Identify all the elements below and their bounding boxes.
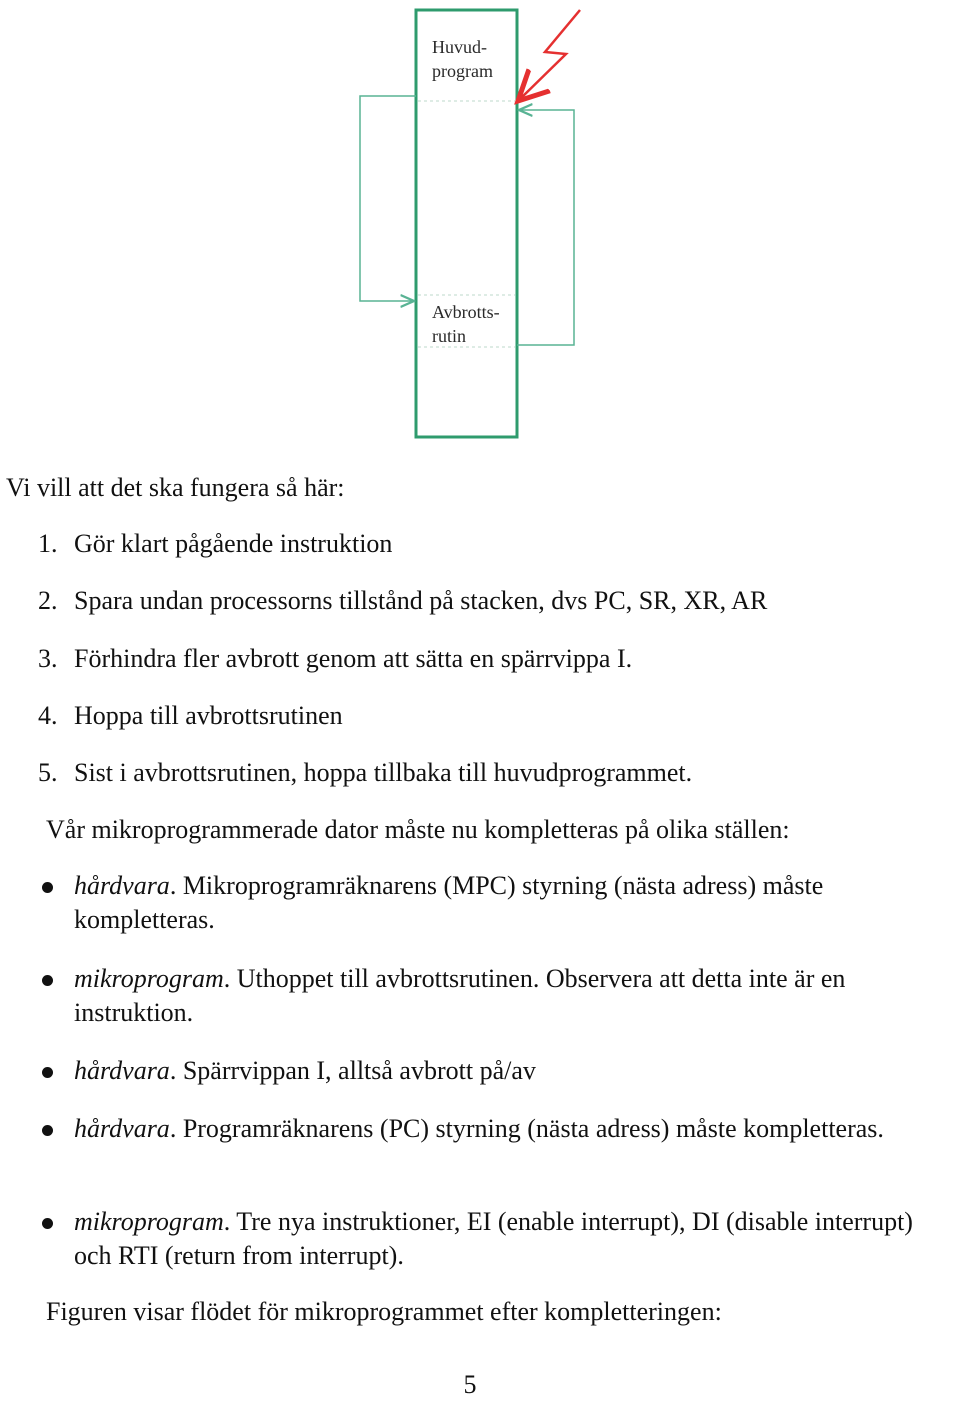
- page-number: 5: [463, 1370, 477, 1399]
- bullet-text: [74, 1112, 954, 1146]
- isr-label-1: Avbrotts-: [432, 302, 500, 322]
- interrupt-lightning-icon: [518, 10, 580, 101]
- bullet-body: . Spärrvippan I, alltså avbrott på/av: [169, 1056, 536, 1085]
- step-number: 3.: [38, 644, 58, 673]
- isr-label-2: rutin: [432, 326, 466, 346]
- bullet-item: [0, 1054, 960, 1090]
- bullet-item: [0, 869, 960, 939]
- bullet-text: [74, 962, 954, 1030]
- bullet-dot-icon: [42, 1218, 53, 1229]
- intro-text: Vi vill att det ska fungera så här:: [6, 473, 345, 502]
- bullet-term: hårdvara: [74, 1114, 170, 1143]
- bullet-dot-icon: [42, 1067, 53, 1078]
- closing-text: Figuren visar flödet för mikroprogrammet efter kompletteringen:: [46, 1297, 722, 1326]
- jump-to-isr-arrow: [360, 96, 416, 301]
- step-number: 5.: [38, 758, 58, 787]
- bullet-body: . Programräknarens (PC) styrning (nästa adress) måste kompletteras.: [169, 1114, 884, 1143]
- bullet-text: [74, 1054, 954, 1088]
- main-program-label-2: program: [432, 61, 493, 81]
- bullet-dot-icon: [42, 1125, 53, 1136]
- main-program-label-1: Huvud-: [432, 37, 487, 57]
- bullet-term: mikroprogram: [74, 1207, 224, 1236]
- return-to-main-arrow: [517, 110, 574, 345]
- bullet-body: . Tre nya instruktioner, EI (enable interrupt), DI (disable interrupt) och RTI (return from interrupt).: [74, 1207, 913, 1270]
- bullet-term: hårdvara: [74, 1056, 170, 1085]
- bullet-body: . Uthoppet till avbrottsrutinen. Observera att detta inte är en instruktion.: [74, 964, 846, 1027]
- step-number: 1.: [38, 529, 58, 558]
- bullet-body: . Mikroprogramräknarens (MPC) styrning (nästa adress) måste kompletteras.: [74, 871, 824, 934]
- step-number: 2.: [38, 586, 58, 615]
- step-text: Spara undan processorns tillstånd på stacken, dvs PC, SR, XR, AR: [74, 586, 768, 615]
- bullet-item: [0, 1205, 960, 1275]
- bullet-text: [74, 1205, 954, 1273]
- interrupt-flow-diagram: [0, 0, 960, 450]
- lead-text: Vår mikroprogrammerade dator måste nu kompletteras på olika ställen:: [46, 815, 790, 844]
- bullet-item: [0, 1112, 960, 1182]
- step-text: Gör klart pågående instruktion: [74, 529, 393, 558]
- bullet-item: [0, 962, 960, 1032]
- step-text: Hoppa till avbrottsrutinen: [74, 701, 343, 730]
- bullet-term: hårdvara: [74, 871, 170, 900]
- bullet-term: mikroprogram: [74, 964, 224, 993]
- step-text: Sist i avbrottsrutinen, hoppa tillbaka till huvudprogrammet.: [74, 758, 693, 787]
- bullet-dot-icon: [42, 882, 53, 893]
- bullet-dot-icon: [42, 975, 53, 986]
- bullet-text: [74, 869, 954, 937]
- step-number: 4.: [38, 701, 58, 730]
- step-text: Förhindra fler avbrott genom att sätta en spärrvippa I.: [74, 644, 633, 673]
